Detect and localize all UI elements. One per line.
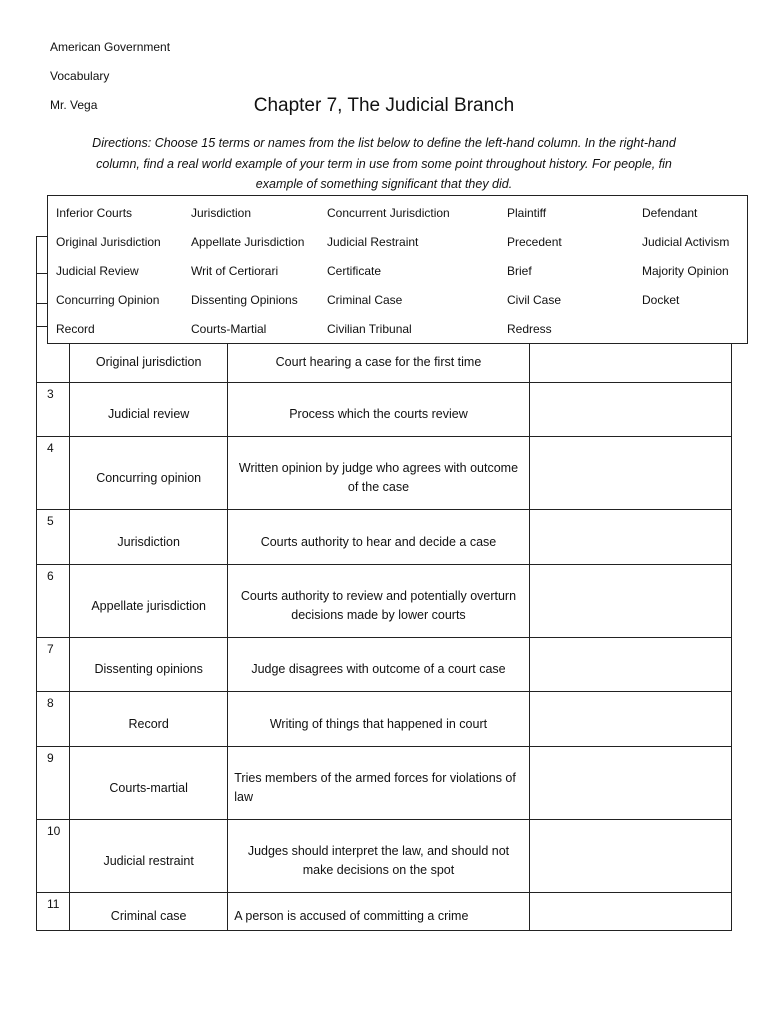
term-cell: Original jurisdiction [70,327,228,383]
word-bank-term: Docket [642,292,680,307]
row-number: 7 [37,638,70,692]
word-bank-term: Original Jurisdiction [56,234,161,249]
word-bank-term: Concurring Opinion [56,292,160,307]
term-cell: Criminal case [70,893,228,931]
table-row [37,383,732,437]
page-title: Chapter 7, The Judicial Branch [253,95,515,116]
example-cell[interactable] [529,638,731,692]
word-bank-term [634,314,749,343]
word-bank [47,195,748,344]
vocabulary-table [36,326,732,931]
term-cell: Appellate jurisdiction [70,565,228,638]
definition-cell: A person is accused of committing a crime [228,893,529,931]
row-number: 10 [37,820,70,893]
term-cell: Dissenting opinions [70,638,228,692]
term-cell: Concurring opinion [70,437,228,510]
word-bank-term: Appellate Jurisdiction [191,234,305,249]
row-divider [36,303,47,304]
definition-cell: Courts authority to review and potentially overturn decisions made by lower courts [228,565,529,638]
definition-cell: Writing of things that happened in court [228,692,529,747]
word-bank-term: Inferior Courts [56,205,133,220]
topic-name: Vocabulary [50,69,110,83]
table-row [37,893,732,931]
term-cell: Courts-martial [70,747,228,820]
row-number: 4 [37,437,70,510]
word-bank-term: Courts-Martial [191,321,267,336]
row-number: 5 [37,510,70,565]
word-bank-term: Certificate [327,263,382,278]
directions-text: Directions: Choose 15 terms or names from the list below to define the left-hand column. In the right-hand column, find a real world example of your term in use from some point throughout history. For people, fin example of something significant that they did. [92,136,676,191]
row-number: 3 [37,383,70,437]
table-row [37,638,732,692]
example-cell[interactable] [529,692,731,747]
word-bank-row [48,314,749,343]
word-bank-term: Jurisdiction [191,205,252,220]
definition-cell: Written opinion by judge who agrees with outcome of the case [228,437,529,510]
word-bank-term: Majority Opinion [642,263,729,278]
row-number: 11 [37,893,70,931]
word-bank-term: Civil Case [507,292,562,307]
table-row [37,565,732,638]
word-bank-term: Civilian Tribunal [327,321,412,336]
definition-cell: Court hearing a case for the first time [228,327,529,383]
word-bank-term: Brief [507,263,532,278]
row-number: 9 [37,747,70,820]
word-bank-term: Record [56,321,95,336]
row-number: 8 [37,692,70,747]
word-bank-term: Redress [507,321,552,336]
term-cell: Judicial review [70,383,228,437]
word-bank-row [48,198,749,227]
table-row [37,747,732,820]
word-bank-term: Writ of Certiorari [191,263,279,278]
definition-cell: Tries members of the armed forces for violations of law [228,747,529,820]
term-cell: Jurisdiction [70,510,228,565]
term-cell: Judicial restraint [70,820,228,893]
definition-cell: Courts authority to hear and decide a case [228,510,529,565]
example-cell[interactable] [529,893,731,931]
term-cell: Record [70,692,228,747]
table-row [37,820,732,893]
word-bank-term: Judicial Activism [642,234,730,249]
example-cell[interactable] [529,820,731,893]
word-bank-term: Judicial Restraint [327,234,419,249]
word-bank-term: Precedent [507,234,562,249]
table-row [37,510,732,565]
example-cell[interactable] [529,383,731,437]
definition-cell: Judges should interpret the law, and should not make decisions on the spot [228,820,529,893]
definition-cell: Judge disagrees with outcome of a court case [228,638,529,692]
row-divider [36,273,47,274]
row-divider [36,236,47,237]
example-cell[interactable] [529,747,731,820]
word-bank-term: Defendant [642,205,698,220]
example-cell[interactable] [529,565,731,638]
table-row [37,692,732,747]
word-bank-row [48,256,749,285]
table-row [37,437,732,510]
word-bank-term: Dissenting Opinions [191,292,298,307]
word-bank-term: Judicial Review [56,263,139,278]
definition-cell: Process which the courts review [228,383,529,437]
word-bank-term: Criminal Case [327,292,403,307]
word-bank-row [48,227,749,256]
teacher-name: Mr. Vega [50,98,98,112]
table-edge [36,236,37,333]
course-name: American Government [50,40,171,54]
example-cell[interactable] [529,437,731,510]
word-bank-term: Concurrent Jurisdiction [327,205,450,220]
word-bank-row [48,285,749,314]
row-number: 6 [37,565,70,638]
example-cell[interactable] [529,510,731,565]
word-bank-term: Plaintiff [507,205,547,220]
